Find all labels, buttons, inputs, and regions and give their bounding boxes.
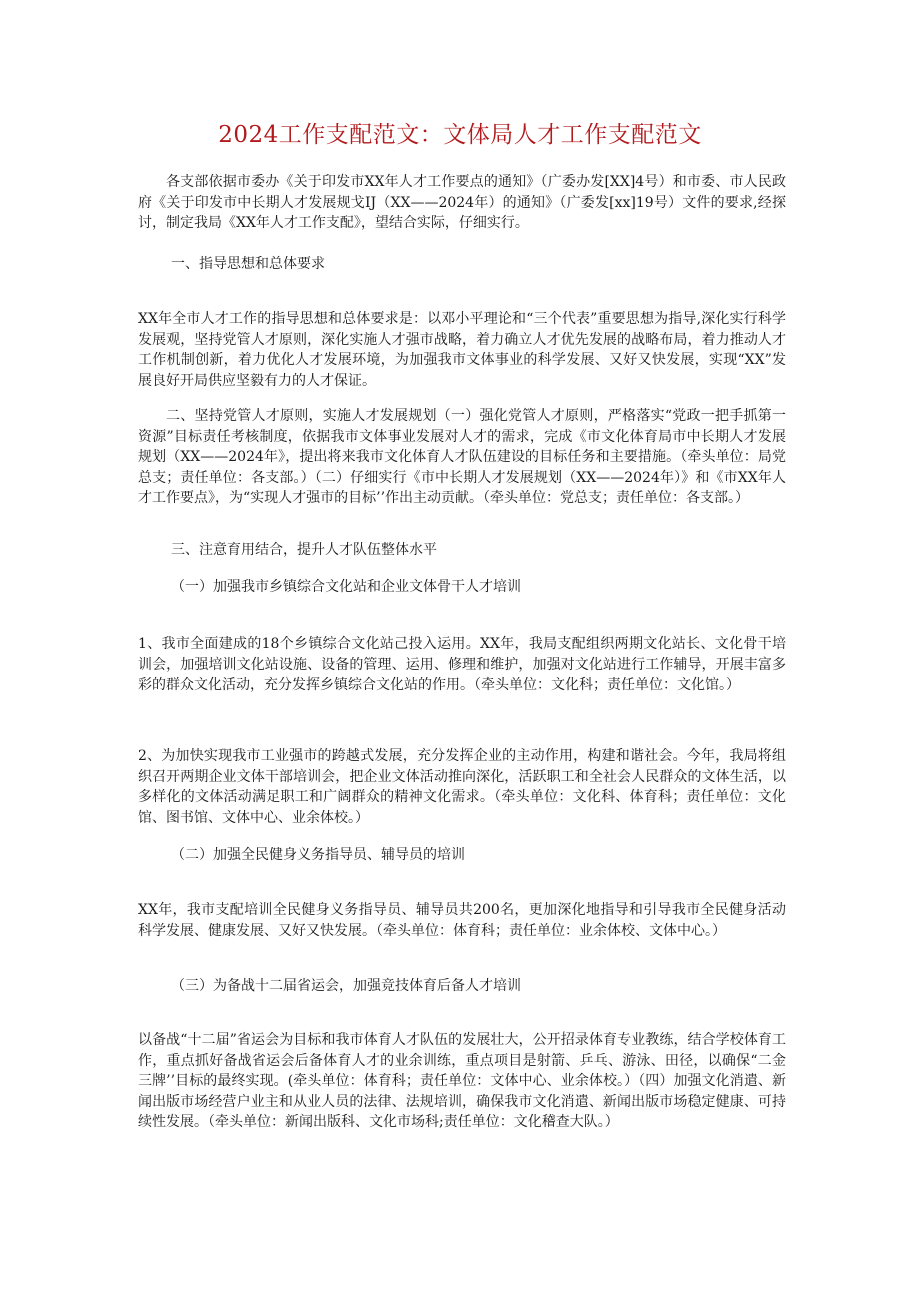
- section-heading-3: 三、注意育用结合，提升人才队伍整体水平: [171, 542, 437, 558]
- document-title: 2024工作支配范文：文体局人才工作支配范文: [218, 122, 702, 148]
- intro-paragraph: 各支部依据市委办《关于印发市XX年人才工作要点的通知》（广委办发[XX]4号）和市委、市人民政府《关于印发市中长期人才发展规戈IJ（XX——2024年）的通知》（广委发[xx]19号）文件的要求,经探讨，制定我局《XX年人才工作支配》，望结合实际，仔细实行。: [138, 174, 786, 231]
- section-heading-1: 一、指导思想和总体要求: [171, 256, 325, 272]
- subsection-heading-3-3: （三）为备战十二届省运会，加强竞技体育后备人才培训: [171, 978, 521, 994]
- paragraph-fitness-instructors: XX年，我市支配培训全民健身义务指导员、辅导员共200名，更加深化地指导和引导我市全民健身活动科学发展、健康发展、又好又快发展。（牵头单位：体育科；责任单位：业余体校、文体中心。）: [138, 902, 786, 939]
- paragraph-guiding-ideology: XX年全市人才工作的指导思想和总体要求是：以邓小平理论和“三个代表”重要思想为指导,深化实行科学发展观，坚持党管人才原则，深化实施人才强市战略，着力确立人才优先发展的战略布局，着力推动人才工作机制创新，着力优化人才发展环境，为加强我市文体事业的科学发展、又好又快发展，实现“XX”发展良好开局供应坚毅有力的人才保证。: [138, 311, 786, 389]
- paragraph-cultural-stations: 1、我市全面建成的18个乡镇综合文化站己投入运用。XX年，我局支配组织两期文化站长、文化骨干培训会，加强培训文化站设施、设备的管理、运用、修理和维护，加强对文化站进行工作辅导，开展丰富多彩的群众文化活动，充分发挥乡镇综合文化站的作用。（牵头单位：文化科；责任单位：文化馆。）: [138, 636, 786, 693]
- paragraph-competitive-sports: 以备战“十二届”省运会为目标和我市体育人才队伍的发展壮大，公开招录体育专业教练，结合学校体育工作，重点抓好备战省运会后备体育人才的业余训练，重点项目是射箭、乒乓、游泳、田径，以确保“二金三牌’’目标的最终实现。(牵头单位：体育科；责任单位：文体中心、业余体校。）（四）加强文化消遣、新闻出版市场经营户业主和从业人员的法律、法规培训，确保我市文化消遣、新闻出版市场稳定健康、可持续性发展。（牵头单位：新闻出版科、文化市场科;责任单位：文化稽查大队。）: [138, 1032, 786, 1130]
- paragraph-enterprise-training: 2、为加快实现我市工业强市的跨越式发展，充分发挥企业的主动作用，构建和谐社会。今年，我局将组织召开两期企业文体干部培训会，把企业文体活动推向深化，活跃职工和全社会人民群众的文体生活，以多样化的文体活动满足职工和广阔群众的精神文化需求。（牵头单位：文化科、体育科；责任单位：文化馆、图书馆、文体中心、业余体校。）: [138, 748, 786, 826]
- paragraph-party-talent-principle: 二、坚持党管人才原则，实施人才发展规划（一）强化党管人才原则，严格落实“党政一把手抓第一资源”目标责任考核制度，依据我市文体事业发展对人才的需求，完成《市文化体育局市中长期人才发展规划（XX——2024年》，提出将来我市文化体育人才队伍建设的目标任务和主要措施。（牵头单位：局党总支；责任单位：各支部。）（二）仔细实行《市中长期人才发展规划（XX——2024年）》和《市XX年人才工作要点》，为“实现人才强市的目标’’作出主动贡献。（牵头单位：党总支；责任单位：各支部。）: [138, 408, 786, 506]
- subsection-heading-3-1: （一）加强我市乡镇综合文化站和企业文体骨干人才培训: [171, 579, 521, 595]
- subsection-heading-3-2: （二）加强全民健身义务指导员、辅导员的培训: [171, 847, 465, 863]
